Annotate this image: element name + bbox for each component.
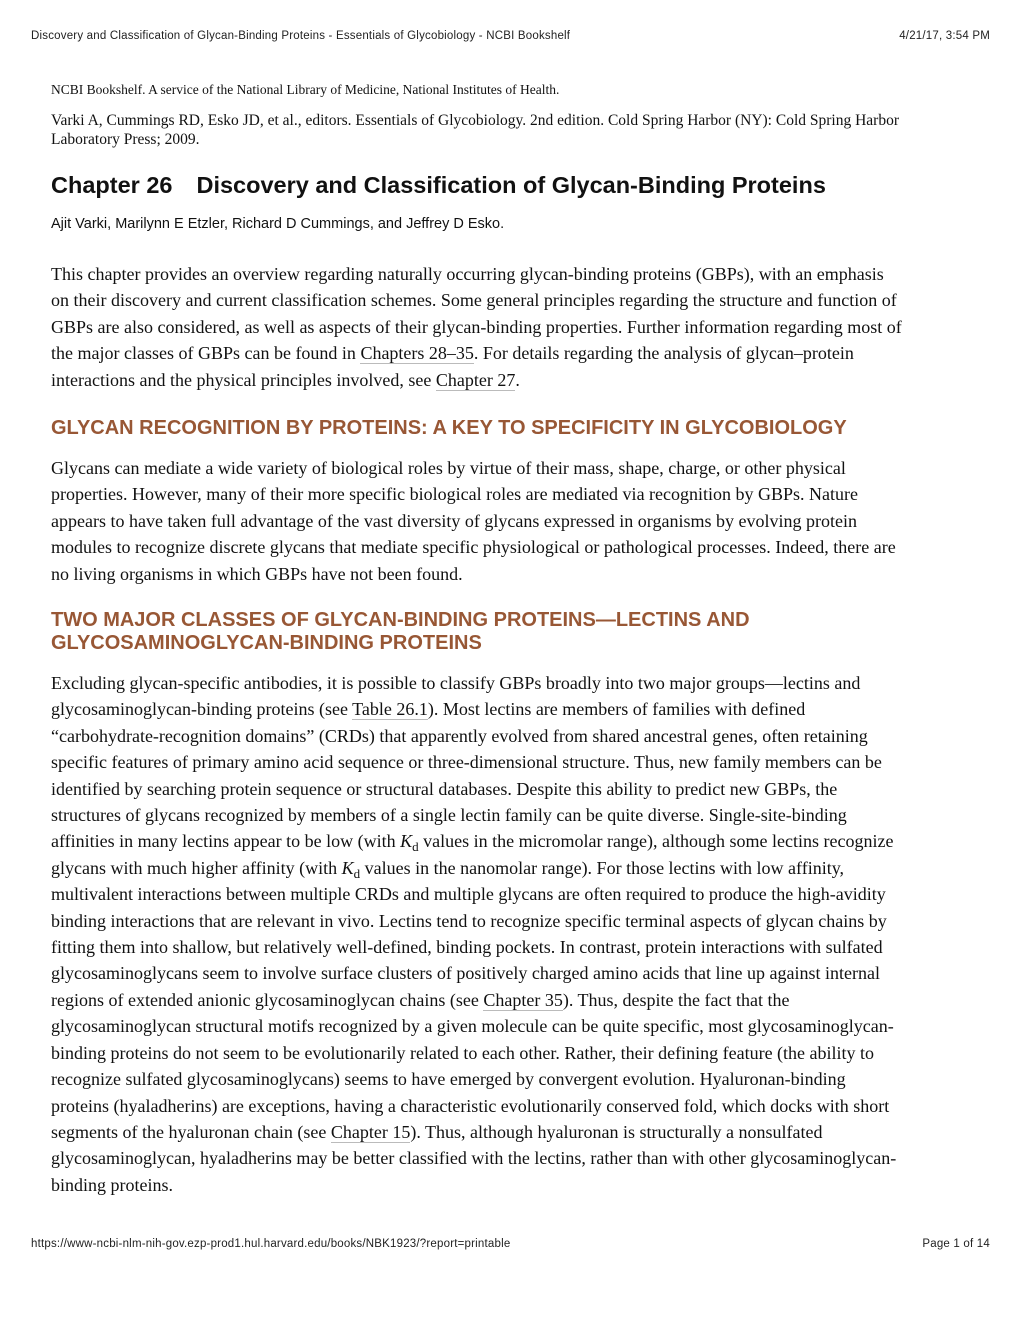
text-span: ). Thus, despite the fact that the	[562, 989, 790, 1010]
text-span: identified by searching protein sequence or structural databases. Despite this ability to predict new GBPs, the	[51, 778, 838, 799]
text-span: binding proteins do not seem to be evolutionarily related to each other. Rather, their defining feature (the ability to	[51, 1042, 875, 1063]
text-span: ). Most lectins are members of families with defined	[427, 699, 806, 720]
text-line	[51, 855, 896, 881]
text-line	[51, 1145, 896, 1171]
text-line	[51, 1040, 896, 1066]
text-line	[51, 287, 902, 313]
dissociation-constant	[400, 831, 419, 855]
text-line	[51, 934, 896, 960]
section-heading-line: GLYCAN RECOGNITION BY PROTEINS: A KEY TO SPECIFICITY IN GLYCOBIOLOGY	[51, 417, 847, 439]
text-line	[51, 1093, 896, 1119]
paragraph	[51, 261, 902, 393]
section-heading-line: GLYCOSAMINOGLYCAN-BINDING PROTEINS	[51, 632, 482, 654]
text-line	[51, 670, 896, 696]
text-span: proteins (hyaladherins) are exceptions, having a characteristic evolutionarily conserved fold, which docks with short	[51, 1095, 890, 1116]
text-span: ). Thus, although hyaluronan is structurally a nonsulfated	[410, 1121, 823, 1142]
chapter-authors: Ajit Varki, Marilynn E Etzler, Richard D Cummings, and Jeffrey D Esko.	[51, 216, 505, 232]
text-span: interactions and the physical principles involved, see	[51, 369, 436, 390]
text-line	[51, 802, 896, 828]
text-span: binding proteins.	[51, 1174, 173, 1195]
print-footer-url: https://www-ncbi-nlm-nih-gov.ezp-prod1.hul.harvard.edu/books/NBK1923/?report=printable	[31, 1238, 511, 1250]
paragraph	[51, 455, 896, 587]
text-span: This chapter provides an overview regarding naturally occurring glycan-binding proteins (GBPs), with an emphasis	[51, 264, 884, 284]
text-span: regions of extended anionic glycosaminoglycan chains (see	[51, 989, 484, 1010]
text-span: specific features of primary amino acid sequence or three-dimensional structure. Thus, new family members can be	[51, 752, 882, 773]
text-line	[51, 723, 896, 749]
text-line	[51, 881, 896, 907]
page-title	[51, 172, 826, 199]
text-line	[51, 776, 896, 802]
text-line	[51, 561, 896, 587]
kd-subscript: d	[412, 839, 419, 855]
cross-reference-link[interactable]: Chapters 28–35	[360, 343, 474, 364]
print-footer-page: Page 1 of 14	[922, 1238, 990, 1250]
kd-subscript: d	[353, 865, 361, 881]
section-heading	[51, 609, 896, 655]
text-span: the major classes of GBPs can be found in	[51, 343, 361, 364]
text-span: . For details regarding the analysis of glycan–protein	[473, 343, 854, 364]
text-line	[51, 534, 896, 560]
text-span: glycosaminoglycans seem to involve surface clusters of positively charged amino acids that line up against internal	[51, 963, 880, 984]
text-line	[51, 960, 896, 986]
cross-reference-link[interactable]: Chapter 35	[483, 989, 563, 1010]
citation: Varki A, Cummings RD, Esko JD, et al., editors. Essentials of Glycobiology. 2nd edition. Cold Spring Harbor (NY): Cold Spring Harbor Laboratory Press; 2009.	[51, 112, 899, 148]
text-span: glycosaminoglycan, hyaladherins may be better classified with the lectins, rather than with other glycosaminoglycan-	[51, 1148, 897, 1169]
text-span: appears to have taken full advantage of the vast diversity of glycans expressed in organisms by evolving protein	[51, 510, 857, 531]
dissociation-constant	[341, 857, 361, 881]
text-span: recognize sulfated glycosaminoglycans) seems to have emerged by convergent evolution. Hyaluronan-binding	[51, 1069, 846, 1090]
text-line	[51, 987, 896, 1013]
text-line	[51, 828, 896, 854]
kd-symbol: K	[341, 857, 354, 878]
text-line	[51, 1013, 896, 1039]
cross-reference-link[interactable]: Chapter 15	[330, 1121, 411, 1142]
text-line	[51, 367, 902, 393]
text-span: Glycans can mediate a wide variety of biological roles by virtue of their mass, shape, charge, or other physical	[51, 458, 846, 478]
text-line	[51, 1066, 896, 1092]
text-span: glycosaminoglycan-binding proteins (see	[51, 699, 353, 720]
text-line	[51, 1119, 896, 1145]
text-line	[51, 455, 896, 481]
two-major-classes-section	[51, 609, 896, 1198]
kd-symbol: K	[400, 831, 413, 852]
text-span: binding interactions that are relevant in vivo. Lectins tend to recognize specific terminal aspects of glycan chains by	[51, 910, 887, 931]
text-span: segments of the hyaluronan chain (see	[51, 1121, 331, 1142]
chapter-number: Chapter 26	[51, 172, 173, 198]
text-span: “carbohydrate-recognition domains” (CRDs) that apparently evolved from shared ancestral genes, often retaining	[51, 725, 868, 746]
text-line	[51, 749, 896, 775]
text-span: affinities in many lectins appear to be low (with	[51, 831, 401, 852]
text-line	[51, 314, 902, 340]
text-line	[51, 908, 896, 934]
ncbi-notice: NCBI Bookshelf. A service of the National Library of Medicine, National Institutes of Health.	[51, 82, 560, 97]
text-line	[51, 1172, 896, 1198]
section-heading	[51, 417, 896, 440]
print-header-datetime: 4/21/17, 3:54 PM	[899, 30, 990, 42]
text-span: on their discovery and current classification schemes. Some general principles regarding the structure and function of	[51, 290, 897, 311]
text-span: Excluding glycan-specific antibodies, it is possible to classify GBPs broadly into two major groups—lectins and	[51, 673, 861, 693]
paragraph	[51, 670, 896, 1198]
text-span: glycosaminoglycan structural motifs recognized by a given molecule can be quite specific, most glycosaminoglycan-	[51, 1016, 894, 1037]
text-span: .	[515, 369, 520, 390]
text-span: glycans with much higher affinity (with	[51, 857, 342, 878]
cross-reference-link[interactable]: Chapter 27	[435, 369, 516, 390]
text-line	[51, 508, 896, 534]
chapter-title: Discovery and Classification of Glycan-Binding Proteins	[196, 172, 826, 198]
text-line	[51, 261, 902, 287]
text-span: no living organisms in which GBPs have not been found.	[51, 563, 463, 584]
text-line	[51, 481, 896, 507]
text-span: structures of glycans recognized by members of a single lectin family can be quite diverse. Single-site-binding	[51, 805, 847, 826]
text-span: GBPs are also considered, as well as aspects of their glycan-binding properties. Further information regarding most of	[51, 316, 902, 337]
text-span: fitting them into shallow, but relatively well-defined, binding pockets. In contrast, protein interactions with sulfated	[51, 937, 883, 958]
section-heading-line: TWO MAJOR CLASSES OF GLYCAN-BINDING PROTEINS—LECTINS AND	[51, 609, 750, 631]
text-line	[51, 340, 902, 366]
cross-reference-link[interactable]: Table 26.1	[352, 699, 428, 720]
text-span: values in the nanomolar range). For those lectins with low affinity,	[360, 857, 845, 878]
intro-section	[51, 261, 902, 393]
text-span: modules to recognize discrete glycans that mediate specific physiological or pathological processes. Indeed, there are	[51, 537, 896, 558]
text-span: multivalent interactions between multiple CRDs and multiple glycans are often required to produce the high-avidity	[51, 884, 886, 905]
text-span: values in the micromolar range), although some lectins recognize	[418, 831, 894, 852]
text-span: properties. However, many of their more specific biological roles are mediated via recognition by GBPs. Nature	[51, 484, 859, 505]
glycan-recognition-section	[51, 417, 896, 587]
print-header-title: Discovery and Classification of Glycan-Binding Proteins - Essentials of Glycobiology - NCBI Bookshelf	[31, 30, 571, 42]
text-line	[51, 696, 896, 722]
